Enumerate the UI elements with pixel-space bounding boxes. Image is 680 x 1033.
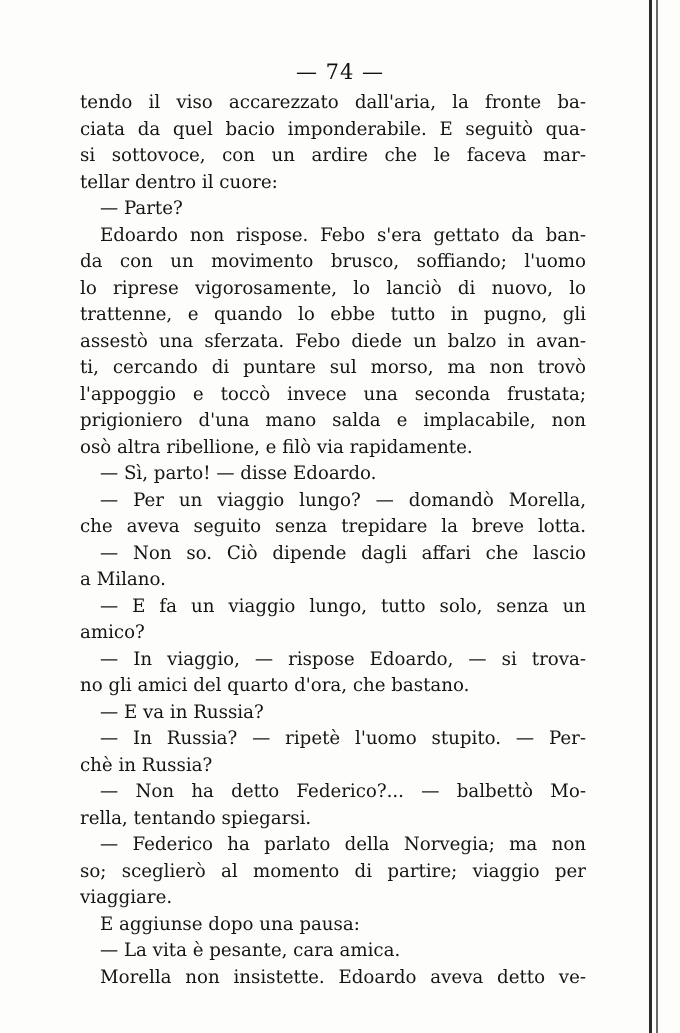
text-line: — Non ha detto Federico?... — balbettò Mo- — [100, 781, 586, 802]
text-line: — La vita è pesante, cara amica. — [100, 940, 401, 961]
text-line: viaggiare. — [80, 887, 173, 908]
text-line: rella, tentando spiegarsi. — [80, 807, 312, 829]
text-line: ti, cercando di puntare sul morso, ma non trovò — [80, 357, 586, 378]
page-binding-shadow — [656, 0, 658, 1033]
text-line: che aveva seguito senza trepidare la breve lotta. — [80, 516, 586, 537]
text-line: — E fa un viaggio lungo, tutto solo, senza un — [100, 595, 586, 617]
text-line: — In viaggio, — rispose Edoardo, — si trova- — [100, 648, 586, 670]
text-line: — Federico ha parlato della Norvegia; ma non — [100, 834, 586, 855]
text-line: Morella non insistette. Edoardo aveva detto ve- — [100, 966, 586, 988]
text-line: — In Russia? — ripetè l'uomo stupito. — Per- — [100, 728, 586, 749]
text-line: so; sceglierò al momento di partire; viaggio per — [80, 860, 586, 882]
text-line: osò altra ribellione, e filò via rapidamente. — [80, 436, 473, 458]
text-line: a Milano. — [80, 569, 166, 590]
text-line: tendo il viso accarezzato dall'aria, la fronte ba- — [80, 92, 586, 113]
text-line: l'appoggio e toccò invece una seconda frustata; — [80, 383, 586, 405]
text-line: prigioniero d'una mano salda e implacabile, non — [80, 410, 586, 431]
text-line: E aggiunse dopo una pausa: — [100, 913, 360, 935]
text-line: da con un movimento brusco, soffiando; l'uomo — [80, 251, 586, 272]
text-line: — E va in Russia? — [100, 701, 264, 723]
text-line: trattenne, e quando lo ebbe tutto in pugno, gli — [80, 304, 586, 325]
text-line: no gli amici del quarto d'ora, che bastano. — [80, 675, 470, 696]
text-line: — Non so. Ciò dipende dagli affari che lascio — [100, 542, 586, 564]
text-line: chè in Russia? — [80, 754, 213, 776]
text-line: amico? — [80, 622, 145, 643]
text-line: — Sì, parto! — disse Edoardo. — [100, 463, 377, 484]
text-line: lo riprese vigorosamente, lo lanciò di nuovo, lo — [80, 277, 586, 299]
body-text — [80, 90, 586, 991]
text-line: assestò una sferzata. Febo diede un balzo in avan- — [80, 330, 586, 352]
page-number: — 74 — — [295, 60, 385, 84]
text-line: — Per un viaggio lungo? — domandò Morella, — [100, 489, 586, 511]
text-line: — Parte? — [100, 198, 183, 219]
text-line: tellar dentro il cuore: — [80, 171, 278, 193]
page-binding-edge — [649, 0, 652, 1033]
text-line: si sottovoce, con un ardire che le faceva mar- — [80, 145, 586, 166]
text-line: ciata da quel bacio imponderabile. E seguitò qua- — [80, 118, 586, 140]
text-line: Edoardo non rispose. Febo s'era gettato da ban- — [100, 224, 586, 246]
